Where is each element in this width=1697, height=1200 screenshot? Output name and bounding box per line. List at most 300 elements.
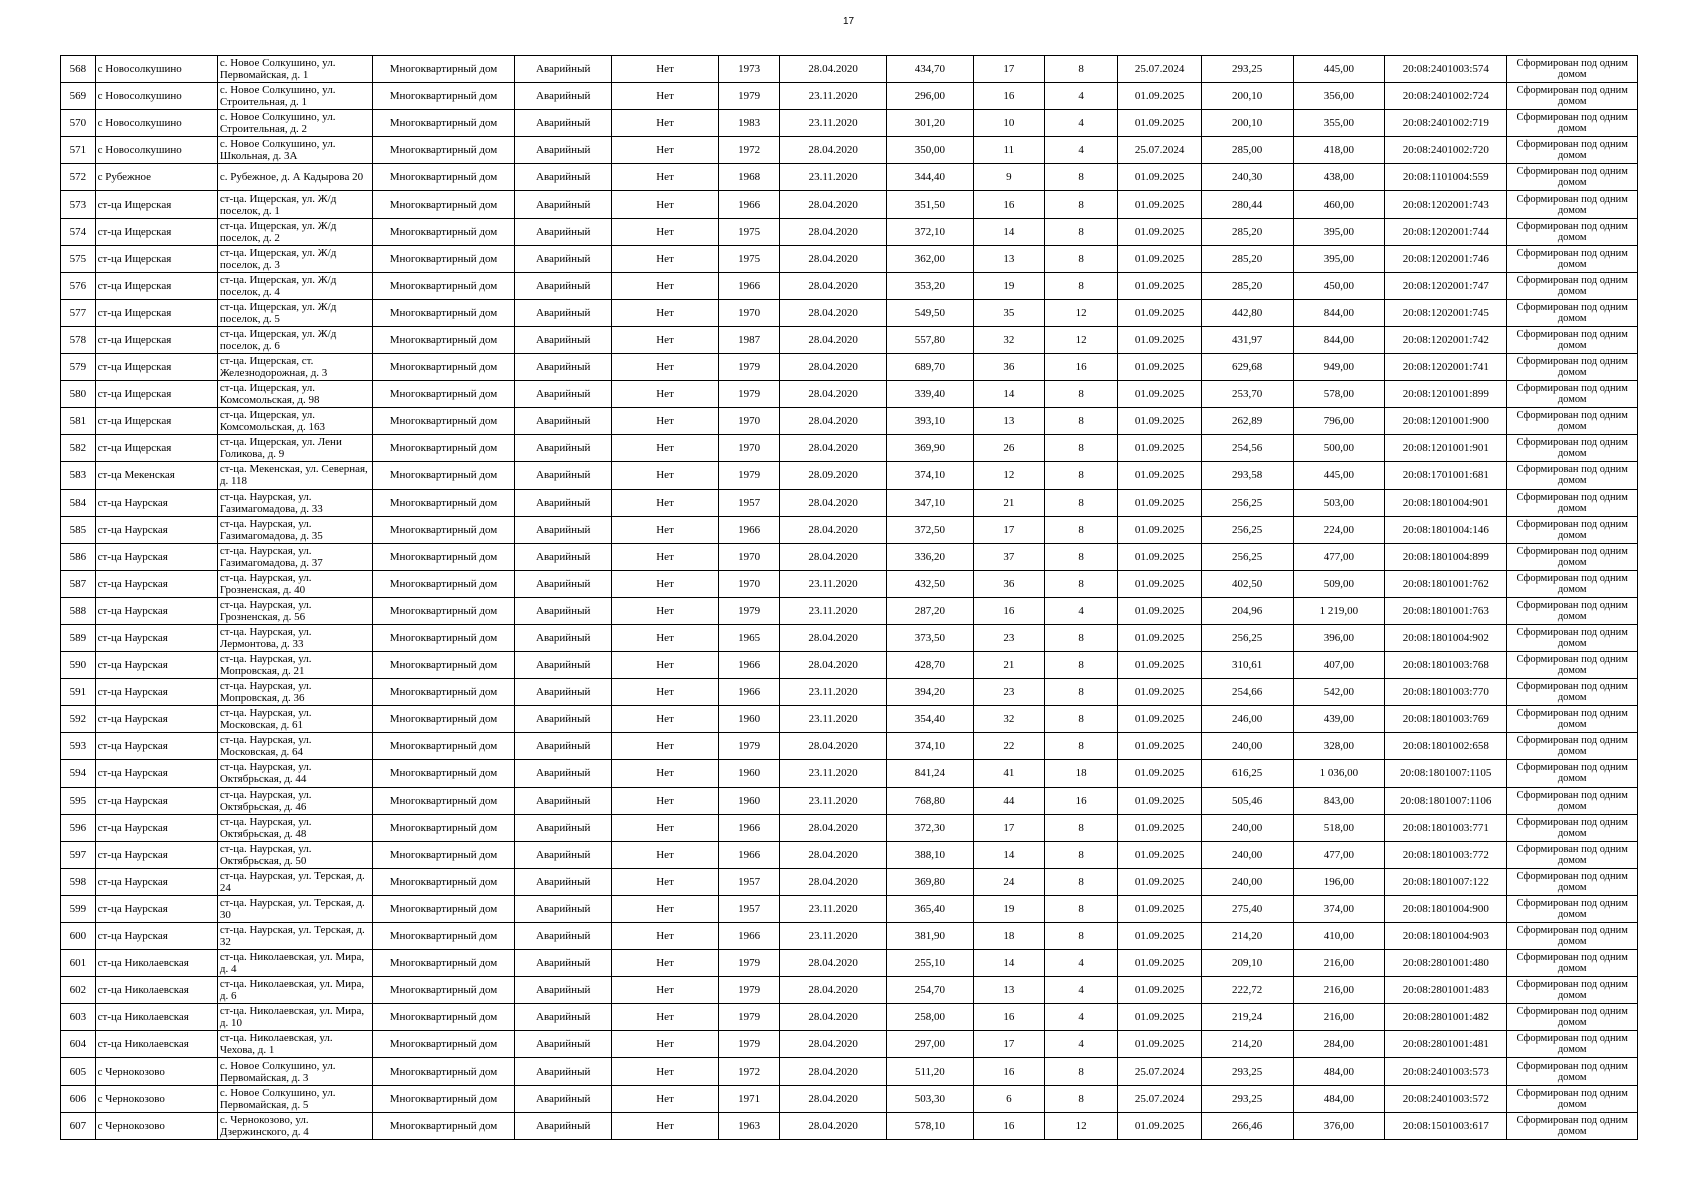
total-area-cell: 369,90 <box>887 435 974 462</box>
house-type-cell: Многоквартирный дом <box>372 137 515 164</box>
condition-cell: Аварийный <box>515 299 612 326</box>
row-number-cell: 574 <box>61 218 96 245</box>
row-number-cell: 591 <box>61 679 96 706</box>
resettlement-date-cell: 01.09.2025 <box>1118 245 1202 272</box>
address-cell: ст-ца. Наурская, ул. Терская, д. 24 <box>217 868 372 895</box>
house-type-cell: Многоквартирный дом <box>372 516 515 543</box>
land-note-cell: Сформирован под одним домом <box>1507 597 1638 624</box>
apartments-cell: 12 <box>1044 1112 1117 1139</box>
build-year-cell: 1972 <box>719 137 780 164</box>
cadastral-number-cell: 20:08:1801007:1105 <box>1385 760 1507 787</box>
cadastral-number-cell: 20:08:1201001:899 <box>1385 381 1507 408</box>
recognition-date-cell: 28.04.2020 <box>780 1004 887 1031</box>
cadastral-number-cell: 20:08:1201001:900 <box>1385 408 1507 435</box>
address-cell: ст-ца. Наурская, ул. Грозненская, д. 40 <box>217 570 372 597</box>
program-flag-cell: Нет <box>612 706 719 733</box>
build-year-cell: 1979 <box>719 733 780 760</box>
apartments-cell: 8 <box>1044 814 1117 841</box>
recognition-date-cell: 28.04.2020 <box>780 137 887 164</box>
cadastral-number-cell: 20:08:2401002:720 <box>1385 137 1507 164</box>
living-area-cell: 240,00 <box>1201 868 1293 895</box>
land-area-cell: 503,00 <box>1293 489 1385 516</box>
build-year-cell: 1966 <box>719 652 780 679</box>
condition-cell: Аварийный <box>515 679 612 706</box>
cadastral-number-cell: 20:08:2401003:574 <box>1385 56 1507 83</box>
program-flag-cell: Нет <box>612 326 719 353</box>
total-area-cell: 549,50 <box>887 299 974 326</box>
program-flag-cell: Нет <box>612 787 719 814</box>
residents-cell: 12 <box>973 462 1044 489</box>
land-area-cell: 796,00 <box>1293 408 1385 435</box>
settlement-cell: с Чернокозово <box>95 1085 217 1112</box>
settlement-cell: ст-ца Наурская <box>95 543 217 570</box>
settlement-cell: ст-ца Наурская <box>95 760 217 787</box>
condition-cell: Аварийный <box>515 56 612 83</box>
house-type-cell: Многоквартирный дом <box>372 1112 515 1139</box>
land-area-cell: 477,00 <box>1293 841 1385 868</box>
residents-cell: 21 <box>973 489 1044 516</box>
row-number-cell: 594 <box>61 760 96 787</box>
condition-cell: Аварийный <box>515 895 612 922</box>
land-area-cell: 843,00 <box>1293 787 1385 814</box>
resettlement-date-cell: 01.09.2025 <box>1118 516 1202 543</box>
address-cell: ст-ца. Наурская, ул. Московская, д. 61 <box>217 706 372 733</box>
total-area-cell: 255,10 <box>887 950 974 977</box>
row-number-cell: 599 <box>61 895 96 922</box>
resettlement-date-cell: 01.09.2025 <box>1118 489 1202 516</box>
build-year-cell: 1960 <box>719 760 780 787</box>
house-type-cell: Многоквартирный дом <box>372 408 515 435</box>
resettlement-date-cell: 01.09.2025 <box>1118 299 1202 326</box>
land-note-cell: Сформирован под одним домом <box>1507 1112 1638 1139</box>
total-area-cell: 339,40 <box>887 381 974 408</box>
resettlement-date-cell: 01.09.2025 <box>1118 326 1202 353</box>
condition-cell: Аварийный <box>515 652 612 679</box>
recognition-date-cell: 23.11.2020 <box>780 923 887 950</box>
total-area-cell: 578,10 <box>887 1112 974 1139</box>
row-number-cell: 603 <box>61 1004 96 1031</box>
apartments-cell: 8 <box>1044 245 1117 272</box>
total-area-cell: 351,50 <box>887 191 974 218</box>
table-row <box>61 218 1638 245</box>
total-area-cell: 373,50 <box>887 624 974 651</box>
apartments-cell: 8 <box>1044 895 1117 922</box>
land-note-cell: Сформирован под одним домом <box>1507 137 1638 164</box>
residents-cell: 21 <box>973 652 1044 679</box>
house-type-cell: Многоквартирный дом <box>372 110 515 137</box>
settlement-cell: ст-ца Ищерская <box>95 354 217 381</box>
program-flag-cell: Нет <box>612 841 719 868</box>
living-area-cell: 222,72 <box>1201 977 1293 1004</box>
recognition-date-cell: 28.04.2020 <box>780 299 887 326</box>
recognition-date-cell: 28.04.2020 <box>780 435 887 462</box>
apartments-cell: 16 <box>1044 354 1117 381</box>
recognition-date-cell: 28.04.2020 <box>780 381 887 408</box>
land-note-cell: Сформирован под одним домом <box>1507 841 1638 868</box>
residents-cell: 17 <box>973 1031 1044 1058</box>
resettlement-date-cell: 01.09.2025 <box>1118 354 1202 381</box>
land-area-cell: 196,00 <box>1293 868 1385 895</box>
build-year-cell: 1975 <box>719 245 780 272</box>
land-note-cell: Сформирован под одним домом <box>1507 760 1638 787</box>
table-row <box>61 841 1638 868</box>
residents-cell: 11 <box>973 137 1044 164</box>
program-flag-cell: Нет <box>612 218 719 245</box>
program-flag-cell: Нет <box>612 733 719 760</box>
settlement-cell: с Новосолкушино <box>95 110 217 137</box>
condition-cell: Аварийный <box>515 326 612 353</box>
cadastral-number-cell: 20:08:1201001:901 <box>1385 435 1507 462</box>
row-number-cell: 573 <box>61 191 96 218</box>
row-number-cell: 602 <box>61 977 96 1004</box>
build-year-cell: 1979 <box>719 597 780 624</box>
condition-cell: Аварийный <box>515 435 612 462</box>
living-area-cell: 266,46 <box>1201 1112 1293 1139</box>
program-flag-cell: Нет <box>612 83 719 110</box>
residents-cell: 17 <box>973 56 1044 83</box>
living-area-cell: 204,96 <box>1201 597 1293 624</box>
recognition-date-cell: 28.04.2020 <box>780 272 887 299</box>
apartments-cell: 8 <box>1044 489 1117 516</box>
house-type-cell: Многоквартирный дом <box>372 570 515 597</box>
living-area-cell: 431,97 <box>1201 326 1293 353</box>
settlement-cell: ст-ца Наурская <box>95 923 217 950</box>
condition-cell: Аварийный <box>515 787 612 814</box>
residents-cell: 6 <box>973 1085 1044 1112</box>
residents-cell: 10 <box>973 110 1044 137</box>
table-row <box>61 435 1638 462</box>
residents-cell: 35 <box>973 299 1044 326</box>
condition-cell: Аварийный <box>515 381 612 408</box>
land-note-cell: Сформирован под одним домом <box>1507 1031 1638 1058</box>
cadastral-number-cell: 20:08:1801001:762 <box>1385 570 1507 597</box>
program-flag-cell: Нет <box>612 814 719 841</box>
build-year-cell: 1966 <box>719 516 780 543</box>
address-cell: ст-ца. Николаевская, ул. Мира, д. 4 <box>217 950 372 977</box>
living-area-cell: 240,00 <box>1201 814 1293 841</box>
settlement-cell: ст-ца Николаевская <box>95 977 217 1004</box>
total-area-cell: 372,50 <box>887 516 974 543</box>
row-number-cell: 571 <box>61 137 96 164</box>
house-type-cell: Многоквартирный дом <box>372 652 515 679</box>
land-note-cell: Сформирован под одним домом <box>1507 408 1638 435</box>
house-type-cell: Многоквартирный дом <box>372 923 515 950</box>
program-flag-cell: Нет <box>612 56 719 83</box>
land-note-cell: Сформирован под одним домом <box>1507 326 1638 353</box>
resettlement-date-cell: 01.09.2025 <box>1118 570 1202 597</box>
settlement-cell: ст-ца Наурская <box>95 652 217 679</box>
program-flag-cell: Нет <box>612 272 719 299</box>
recognition-date-cell: 23.11.2020 <box>780 895 887 922</box>
apartments-cell: 8 <box>1044 570 1117 597</box>
land-note-cell: Сформирован под одним домом <box>1507 381 1638 408</box>
build-year-cell: 1966 <box>719 841 780 868</box>
settlement-cell: ст-ца Николаевская <box>95 950 217 977</box>
cadastral-number-cell: 20:08:2801001:482 <box>1385 1004 1507 1031</box>
resettlement-date-cell: 01.09.2025 <box>1118 841 1202 868</box>
table-row <box>61 326 1638 353</box>
table-row <box>61 354 1638 381</box>
total-area-cell: 372,30 <box>887 814 974 841</box>
land-area-cell: 418,00 <box>1293 137 1385 164</box>
cadastral-number-cell: 20:08:2801001:483 <box>1385 977 1507 1004</box>
land-area-cell: 484,00 <box>1293 1058 1385 1085</box>
recognition-date-cell: 28.04.2020 <box>780 1031 887 1058</box>
cadastral-number-cell: 20:08:1202001:745 <box>1385 299 1507 326</box>
row-number-cell: 593 <box>61 733 96 760</box>
residents-cell: 18 <box>973 923 1044 950</box>
condition-cell: Аварийный <box>515 137 612 164</box>
program-flag-cell: Нет <box>612 516 719 543</box>
residents-cell: 19 <box>973 895 1044 922</box>
row-number-cell: 595 <box>61 787 96 814</box>
apartments-cell: 8 <box>1044 408 1117 435</box>
total-area-cell: 301,20 <box>887 110 974 137</box>
program-flag-cell: Нет <box>612 1085 719 1112</box>
living-area-cell: 214,20 <box>1201 1031 1293 1058</box>
living-area-cell: 275,40 <box>1201 895 1293 922</box>
row-number-cell: 582 <box>61 435 96 462</box>
resettlement-date-cell: 01.09.2025 <box>1118 814 1202 841</box>
living-area-cell: 209,10 <box>1201 950 1293 977</box>
residents-cell: 14 <box>973 950 1044 977</box>
living-area-cell: 246,00 <box>1201 706 1293 733</box>
land-note-cell: Сформирован под одним домом <box>1507 299 1638 326</box>
resettlement-date-cell: 01.09.2025 <box>1118 760 1202 787</box>
build-year-cell: 1960 <box>719 706 780 733</box>
program-flag-cell: Нет <box>612 462 719 489</box>
land-note-cell: Сформирован под одним домом <box>1507 733 1638 760</box>
build-year-cell: 1960 <box>719 787 780 814</box>
land-note-cell: Сформирован под одним домом <box>1507 977 1638 1004</box>
land-area-cell: 578,00 <box>1293 381 1385 408</box>
table-row <box>61 462 1638 489</box>
land-note-cell: Сформирован под одним домом <box>1507 435 1638 462</box>
land-area-cell: 395,00 <box>1293 218 1385 245</box>
settlement-cell: ст-ца Наурская <box>95 787 217 814</box>
land-area-cell: 216,00 <box>1293 1004 1385 1031</box>
apartments-cell: 4 <box>1044 1031 1117 1058</box>
condition-cell: Аварийный <box>515 841 612 868</box>
recognition-date-cell: 23.11.2020 <box>780 597 887 624</box>
total-area-cell: 503,30 <box>887 1085 974 1112</box>
build-year-cell: 1975 <box>719 218 780 245</box>
recognition-date-cell: 23.11.2020 <box>780 706 887 733</box>
residents-cell: 14 <box>973 841 1044 868</box>
recognition-date-cell: 28.04.2020 <box>780 1112 887 1139</box>
resettlement-date-cell: 01.09.2025 <box>1118 164 1202 191</box>
living-area-cell: 442,80 <box>1201 299 1293 326</box>
program-flag-cell: Нет <box>612 868 719 895</box>
apartments-cell: 12 <box>1044 326 1117 353</box>
resettlement-date-cell: 01.09.2025 <box>1118 272 1202 299</box>
program-flag-cell: Нет <box>612 489 719 516</box>
apartments-cell: 8 <box>1044 624 1117 651</box>
settlement-cell: ст-ца Наурская <box>95 706 217 733</box>
row-number-cell: 586 <box>61 543 96 570</box>
recognition-date-cell: 28.04.2020 <box>780 408 887 435</box>
settlement-cell: ст-ца Ищерская <box>95 435 217 462</box>
build-year-cell: 1966 <box>719 272 780 299</box>
living-area-cell: 285,20 <box>1201 272 1293 299</box>
total-area-cell: 841,24 <box>887 760 974 787</box>
settlement-cell: ст-ца Наурская <box>95 895 217 922</box>
living-area-cell: 200,10 <box>1201 83 1293 110</box>
settlement-cell: с Новосолкушино <box>95 83 217 110</box>
cadastral-number-cell: 20:08:1801003:769 <box>1385 706 1507 733</box>
living-area-cell: 616,25 <box>1201 760 1293 787</box>
table-row <box>61 597 1638 624</box>
land-note-cell: Сформирован под одним домом <box>1507 624 1638 651</box>
house-type-cell: Многоквартирный дом <box>372 868 515 895</box>
table-row <box>61 624 1638 651</box>
residents-cell: 44 <box>973 787 1044 814</box>
condition-cell: Аварийный <box>515 489 612 516</box>
program-flag-cell: Нет <box>612 543 719 570</box>
table-row <box>61 1004 1638 1031</box>
apartments-cell: 18 <box>1044 760 1117 787</box>
recognition-date-cell: 28.04.2020 <box>780 543 887 570</box>
settlement-cell: ст-ца Ищерская <box>95 326 217 353</box>
cadastral-number-cell: 20:08:1801007:1106 <box>1385 787 1507 814</box>
land-note-cell: Сформирован под одним домом <box>1507 1085 1638 1112</box>
total-area-cell: 353,20 <box>887 272 974 299</box>
resettlement-date-cell: 01.09.2025 <box>1118 1112 1202 1139</box>
build-year-cell: 1987 <box>719 326 780 353</box>
recognition-date-cell: 28.04.2020 <box>780 354 887 381</box>
total-area-cell: 511,20 <box>887 1058 974 1085</box>
housing-register-table <box>60 55 1638 1140</box>
settlement-cell: ст-ца Ищерская <box>95 218 217 245</box>
total-area-cell: 365,40 <box>887 895 974 922</box>
recognition-date-cell: 28.04.2020 <box>780 624 887 651</box>
table-row <box>61 760 1638 787</box>
land-note-cell: Сформирован под одним домом <box>1507 706 1638 733</box>
apartments-cell: 8 <box>1044 191 1117 218</box>
address-cell: ст-ца. Наурская, ул. Газимагомадова, д. 33 <box>217 489 372 516</box>
living-area-cell: 629,68 <box>1201 354 1293 381</box>
recognition-date-cell: 28.04.2020 <box>780 950 887 977</box>
land-note-cell: Сформирован под одним домом <box>1507 354 1638 381</box>
land-area-cell: 376,00 <box>1293 1112 1385 1139</box>
total-area-cell: 362,00 <box>887 245 974 272</box>
row-number-cell: 568 <box>61 56 96 83</box>
cadastral-number-cell: 20:08:1801004:900 <box>1385 895 1507 922</box>
total-area-cell: 428,70 <box>887 652 974 679</box>
program-flag-cell: Нет <box>612 435 719 462</box>
address-cell: ст-ца. Ищерская, ул. Комсомольская, д. 98 <box>217 381 372 408</box>
row-number-cell: 588 <box>61 597 96 624</box>
row-number-cell: 587 <box>61 570 96 597</box>
condition-cell: Аварийный <box>515 191 612 218</box>
resettlement-date-cell: 01.09.2025 <box>1118 381 1202 408</box>
residents-cell: 13 <box>973 245 1044 272</box>
land-area-cell: 284,00 <box>1293 1031 1385 1058</box>
house-type-cell: Многоквартирный дом <box>372 597 515 624</box>
settlement-cell: ст-ца Наурская <box>95 624 217 651</box>
land-area-cell: 395,00 <box>1293 245 1385 272</box>
house-type-cell: Многоквартирный дом <box>372 191 515 218</box>
build-year-cell: 1971 <box>719 1085 780 1112</box>
living-area-cell: 285,20 <box>1201 245 1293 272</box>
address-cell: ст-ца. Николаевская, ул. Чехова, д. 1 <box>217 1031 372 1058</box>
land-note-cell: Сформирован под одним домом <box>1507 950 1638 977</box>
land-note-cell: Сформирован под одним домом <box>1507 814 1638 841</box>
living-area-cell: 505,46 <box>1201 787 1293 814</box>
page-number: 17 <box>842 16 855 27</box>
settlement-cell: с Чернокозово <box>95 1112 217 1139</box>
build-year-cell: 1957 <box>719 868 780 895</box>
recognition-date-cell: 23.11.2020 <box>780 679 887 706</box>
condition-cell: Аварийный <box>515 245 612 272</box>
row-number-cell: 605 <box>61 1058 96 1085</box>
table-row <box>61 110 1638 137</box>
recognition-date-cell: 28.04.2020 <box>780 814 887 841</box>
address-cell: ст-ца. Наурская, ул. Октябрьская, д. 46 <box>217 787 372 814</box>
build-year-cell: 1966 <box>719 814 780 841</box>
recognition-date-cell: 28.04.2020 <box>780 1085 887 1112</box>
living-area-cell: 256,25 <box>1201 489 1293 516</box>
recognition-date-cell: 28.04.2020 <box>780 516 887 543</box>
house-type-cell: Многоквартирный дом <box>372 787 515 814</box>
apartments-cell: 4 <box>1044 597 1117 624</box>
residents-cell: 24 <box>973 868 1044 895</box>
row-number-cell: 607 <box>61 1112 96 1139</box>
recognition-date-cell: 28.04.2020 <box>780 245 887 272</box>
land-area-cell: 1 219,00 <box>1293 597 1385 624</box>
residents-cell: 16 <box>973 191 1044 218</box>
address-cell: ст-ца. Николаевская, ул. Мира, д. 6 <box>217 977 372 1004</box>
settlement-cell: с Рубежное <box>95 164 217 191</box>
residents-cell: 37 <box>973 543 1044 570</box>
land-area-cell: 500,00 <box>1293 435 1385 462</box>
settlement-cell: ст-ца Наурская <box>95 814 217 841</box>
table-row <box>61 245 1638 272</box>
settlement-cell: ст-ца Ищерская <box>95 381 217 408</box>
apartments-cell: 8 <box>1044 543 1117 570</box>
apartments-cell: 4 <box>1044 977 1117 1004</box>
build-year-cell: 1966 <box>719 679 780 706</box>
residents-cell: 17 <box>973 814 1044 841</box>
row-number-cell: 584 <box>61 489 96 516</box>
build-year-cell: 1957 <box>719 489 780 516</box>
land-note-cell: Сформирован под одним домом <box>1507 1058 1638 1085</box>
land-note-cell: Сформирован под одним домом <box>1507 462 1638 489</box>
land-note-cell: Сформирован под одним домом <box>1507 923 1638 950</box>
apartments-cell: 8 <box>1044 1058 1117 1085</box>
table-body <box>61 56 1638 1140</box>
land-note-cell: Сформирован под одним домом <box>1507 868 1638 895</box>
row-number-cell: 581 <box>61 408 96 435</box>
table-row <box>61 164 1638 191</box>
house-type-cell: Многоквартирный дом <box>372 1058 515 1085</box>
house-type-cell: Многоквартирный дом <box>372 706 515 733</box>
cadastral-number-cell: 20:08:1801001:763 <box>1385 597 1507 624</box>
resettlement-date-cell: 25.07.2024 <box>1118 137 1202 164</box>
settlement-cell: ст-ца Николаевская <box>95 1031 217 1058</box>
cadastral-number-cell: 20:08:1801004:901 <box>1385 489 1507 516</box>
build-year-cell: 1979 <box>719 354 780 381</box>
table-row <box>61 706 1638 733</box>
condition-cell: Аварийный <box>515 462 612 489</box>
living-area-cell: 240,30 <box>1201 164 1293 191</box>
recognition-date-cell: 28.04.2020 <box>780 191 887 218</box>
apartments-cell: 8 <box>1044 435 1117 462</box>
recognition-date-cell: 28.04.2020 <box>780 841 887 868</box>
residents-cell: 16 <box>973 83 1044 110</box>
land-note-cell: Сформирован под одним домом <box>1507 245 1638 272</box>
row-number-cell: 606 <box>61 1085 96 1112</box>
